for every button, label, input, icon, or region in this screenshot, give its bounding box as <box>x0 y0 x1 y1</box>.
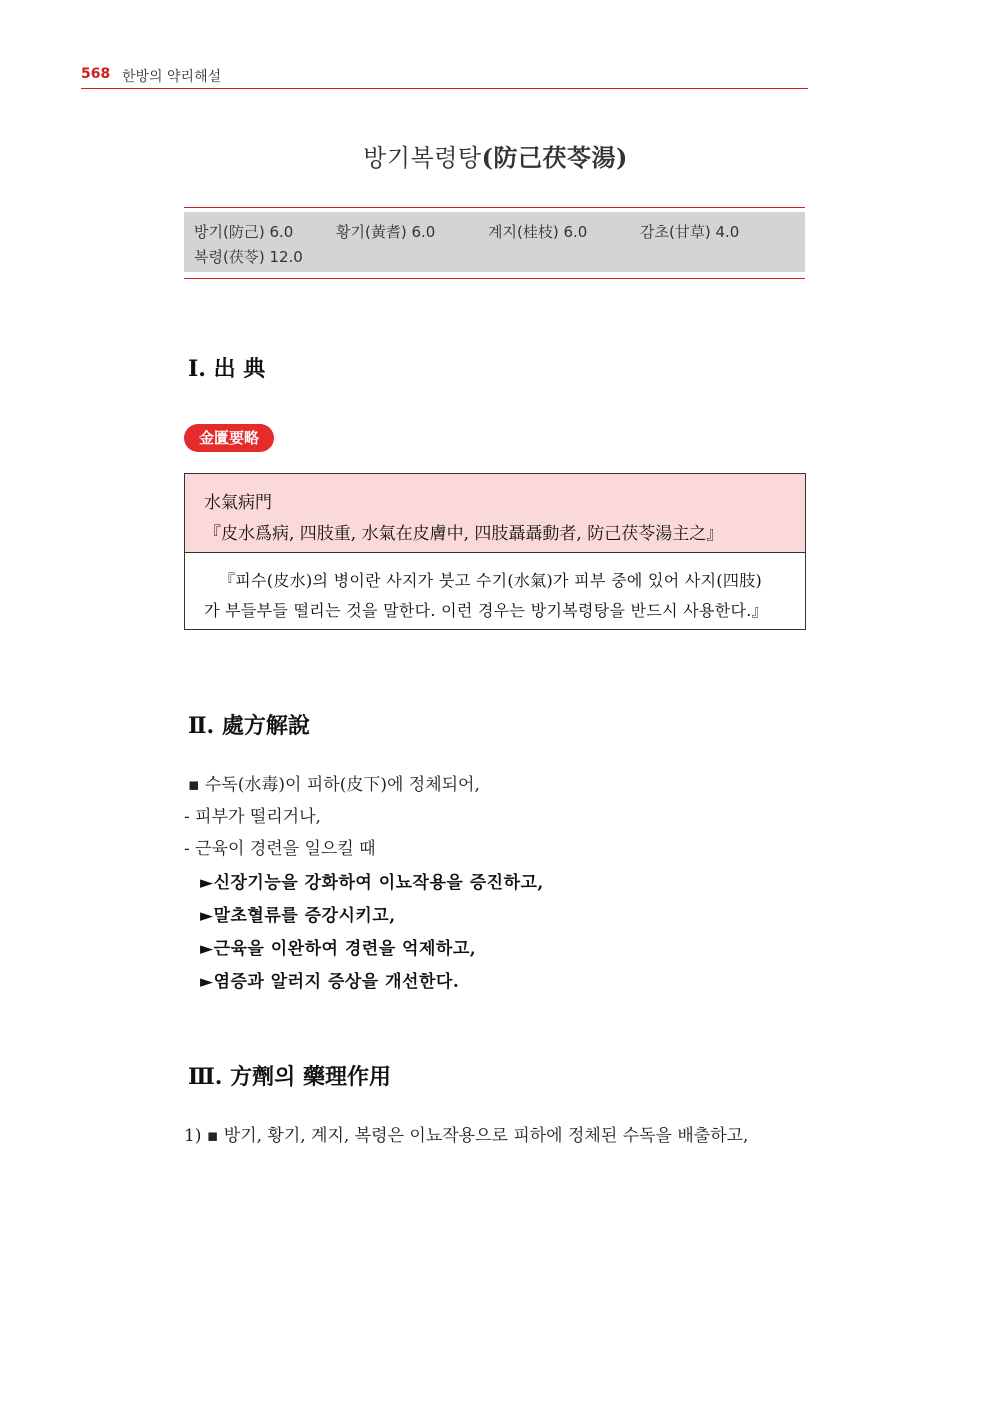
ingredient-item: 복령(茯苓) 12.0 <box>194 248 303 266</box>
title-korean: 방기복령탕 <box>363 144 482 172</box>
quote-box <box>184 473 806 630</box>
section-heading-origin: Ⅰ. 出 典 <box>188 356 266 382</box>
ingredient-item: 황기(黃耆) 6.0 <box>336 223 436 241</box>
document-title <box>183 138 808 173</box>
section-heading-pharmacology: Ⅲ. 方劑의 藥理作用 <box>188 1064 392 1090</box>
quote-translation-line: 『피수(皮水)의 병이란 사지가 붓고 수기(水氣)가 피부 중에 있어 사지(四肢) <box>219 571 763 590</box>
description-line: ▪ 수독(水毒)이 피하(皮下)에 정체되어, <box>188 775 480 795</box>
quote-chinese-text: 『皮水爲病, 四肢重, 水氣在皮膚中, 四肢聶聶動者, 防己茯苓湯主之』 <box>204 524 724 544</box>
pharmacology-item: 1) ▪ 방기, 황기, 계지, 복령은 이뇨작용으로 피하에 정체된 수독을 배출하고, <box>184 1126 749 1146</box>
ingredient-item: 계지(桂枝) 6.0 <box>488 223 588 241</box>
ingredient-item: 감초(甘草) 4.0 <box>640 223 740 241</box>
effect-line: ►염증과 알러지 증상을 개선한다. <box>200 972 460 992</box>
description-line: - 피부가 떨리거나, <box>184 807 321 827</box>
quote-original-panel <box>185 474 805 553</box>
effect-line: ►근육을 이완하여 경련을 억제하고, <box>200 939 477 959</box>
effect-line: ►말초혈류를 증강시키고, <box>200 906 396 926</box>
description-line: - 근육이 경련을 일으킬 때 <box>184 839 376 859</box>
ingredients-box <box>184 212 805 272</box>
page-number: 568 <box>81 66 111 82</box>
title-hanja: (防己茯苓湯) <box>481 143 628 172</box>
effect-line: ►신장기능을 강화하여 이뇨작용을 증진하고, <box>200 873 544 893</box>
quote-translation-line: 가 부들부들 떨리는 것을 말한다. 이런 경우는 방기복령탕을 반드시 사용한다.』 <box>204 601 768 620</box>
ingredients-top-rule <box>184 207 805 208</box>
section-heading-prescription: Ⅱ. 處方解說 <box>188 713 310 739</box>
header-rule <box>81 88 808 89</box>
ingredients-bottom-rule <box>184 278 805 279</box>
running-title: 한방의 약리해설 <box>122 69 222 85</box>
ingredient-item: 방기(防己) 6.0 <box>194 223 294 241</box>
quote-heading: 水氣病門 <box>204 493 272 513</box>
source-badge: 金匱要略 <box>184 424 274 452</box>
